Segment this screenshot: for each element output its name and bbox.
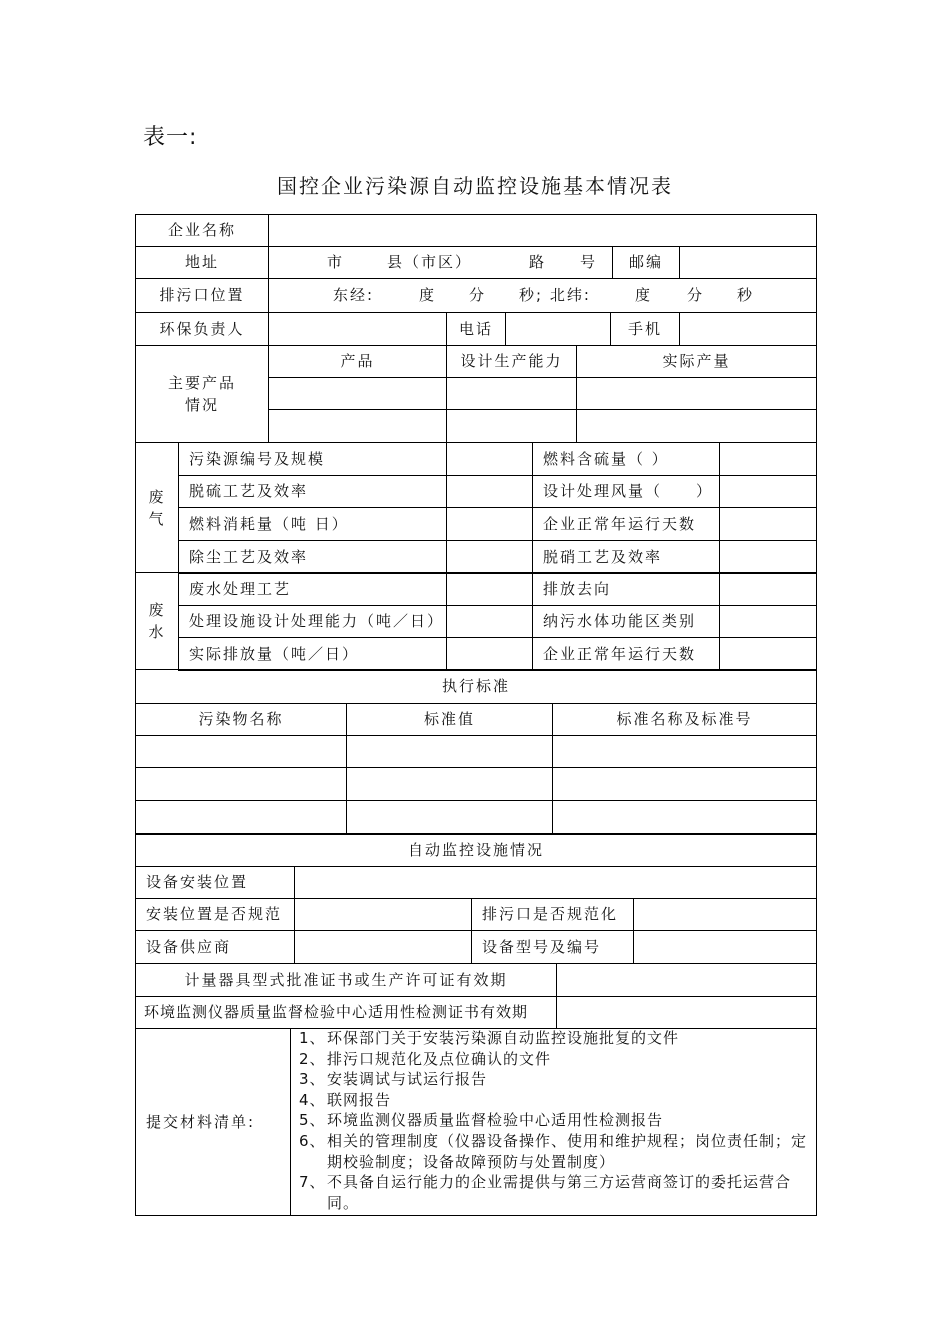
materials-list-item	[299, 1069, 811, 1090]
install-location-label: 设备安装位置	[135, 866, 295, 899]
address-city-label: 市	[327, 253, 345, 272]
pollutant-name-cell[interactable]	[135, 800, 347, 835]
standard-name-cell[interactable]	[552, 767, 817, 801]
materials-item-text: 联网报告	[327, 1090, 392, 1109]
standard-value-cell[interactable]	[346, 767, 553, 801]
pollutant-name-cell[interactable]	[135, 735, 347, 768]
waste-gas-group-label	[135, 442, 179, 573]
supplier-field[interactable]	[294, 930, 472, 964]
materials-list-item	[299, 1028, 811, 1049]
waste-gas-param-value[interactable]	[719, 442, 817, 476]
standard-name-cell[interactable]	[552, 800, 817, 835]
materials-item-text: 安装调试与试运行报告	[327, 1070, 488, 1089]
latitude-minute-label: 分	[687, 286, 705, 305]
materials-list-item	[299, 1110, 811, 1131]
phone-field[interactable]	[505, 312, 611, 346]
materials-item-text: 排污口规范化及点位确认的文件	[327, 1049, 552, 1068]
address-label: 地址	[135, 246, 269, 279]
standard-name-cell[interactable]	[552, 735, 817, 768]
materials-item-number: 2、	[299, 1049, 326, 1068]
standards-section-title: 执行标准	[135, 669, 817, 704]
waste-water-group-label	[135, 572, 179, 670]
materials-item-text: 环保部门关于安装污染源自动监控设施批复的文件	[327, 1029, 680, 1047]
waste-gas-param-value[interactable]	[719, 507, 817, 541]
materials-list-item	[299, 1049, 811, 1070]
phone-label: 电话	[446, 312, 506, 346]
install-compliant-label: 安装位置是否规范	[135, 898, 295, 931]
outlet-compliant-field[interactable]	[633, 898, 817, 931]
install-compliant-field[interactable]	[294, 898, 472, 931]
col-standard-value-header: 标准值	[346, 703, 553, 736]
model-label: 设备型号及编号	[471, 930, 634, 964]
company-name-field[interactable]	[268, 214, 817, 247]
waste-gas-param-label: 脱硫工艺及效率	[178, 475, 447, 508]
materials-list-item	[299, 1172, 811, 1213]
monitoring-section-title: 自动监控设施情况	[135, 833, 817, 867]
products-label-line1: 主要产品	[167, 374, 236, 392]
address-field[interactable]	[268, 246, 613, 279]
product-cell[interactable]	[268, 377, 447, 410]
col-standard-name-header: 标准名称及标准号	[552, 703, 817, 736]
env-manager-label: 环保负责人	[135, 312, 269, 346]
waste-water-param-label: 实际排放量（吨／日）	[178, 637, 447, 671]
latitude-degree-label: 度	[635, 286, 653, 305]
output-cell[interactable]	[576, 377, 817, 410]
col-product-header: 产品	[268, 345, 447, 378]
waste-water-param-label: 处理设施设计处理能力（吨／日）	[178, 605, 447, 638]
capacity-cell[interactable]	[446, 377, 577, 410]
capacity-cell[interactable]	[446, 409, 577, 443]
materials-item-number: 7、	[299, 1173, 326, 1192]
waste-gas-param-label: 脱硝工艺及效率	[532, 540, 720, 574]
product-cell[interactable]	[268, 409, 447, 443]
postcode-label: 邮编	[612, 246, 680, 279]
waste-gas-param-label: 除尘工艺及效率	[178, 540, 447, 574]
materials-item-number: 6、	[299, 1131, 326, 1150]
standard-value-cell[interactable]	[346, 800, 553, 835]
products-label-line2: 情况	[184, 396, 219, 414]
waste-water-param-value[interactable]	[719, 572, 817, 606]
col-output-header: 实际产量	[576, 345, 817, 378]
col-capacity-header: 设计生产能力	[446, 345, 577, 378]
env-cert-field[interactable]	[556, 996, 817, 1029]
materials-item-number: 1、	[299, 1029, 326, 1047]
postcode-field[interactable]	[679, 246, 817, 279]
materials-item-number: 5、	[299, 1111, 326, 1130]
longitude-label: 东经:	[333, 286, 375, 305]
waste-gas-param-label: 设计处理风量（ ）	[532, 475, 720, 508]
longitude-degree-label: 度	[419, 286, 437, 305]
meter-cert-field[interactable]	[556, 963, 817, 997]
env-manager-field[interactable]	[268, 312, 447, 346]
materials-item-text: 不具备自运行能力的企业需提供与第三方运营商签订的委托运营合同。	[327, 1173, 792, 1212]
address-road-label: 路	[529, 253, 547, 272]
waste-gas-param-value[interactable]	[446, 507, 533, 541]
materials-list	[299, 1028, 811, 1213]
company-name-label: 企业名称	[135, 214, 269, 247]
materials-label: 提交材料清单:	[135, 1028, 291, 1216]
waste-water-char1: 废	[148, 601, 166, 619]
install-location-field[interactable]	[294, 866, 817, 899]
meter-cert-label: 计量器具型式批准证书或生产许可证有效期	[135, 963, 557, 997]
waste-water-param-value[interactable]	[719, 637, 817, 671]
waste-gas-param-value[interactable]	[446, 475, 533, 508]
waste-water-param-label: 排放去向	[532, 572, 720, 606]
waste-gas-param-label: 燃料消耗量（吨 日）	[178, 507, 447, 541]
latitude-second-label: 秒	[737, 286, 755, 305]
page-title: 国控企业污染源自动监控设施基本情况表	[277, 174, 673, 198]
waste-water-param-label: 废水处理工艺	[178, 572, 447, 606]
pollutant-name-cell[interactable]	[135, 767, 347, 801]
latitude-label: 秒; 北纬:	[519, 286, 591, 305]
waste-gas-param-label: 企业正常年运行天数	[532, 507, 720, 541]
materials-item-text: 相关的管理制度（仪器设备操作、使用和维护规程；岗位责任制；定期校验制度；设备故障预防与处置制度）	[327, 1131, 808, 1171]
waste-water-param-value[interactable]	[446, 605, 533, 638]
materials-list-item	[299, 1131, 811, 1172]
waste-water-param-label: 企业正常年运行天数	[532, 637, 720, 671]
waste-gas-param-value[interactable]	[719, 540, 817, 574]
mobile-label: 手机	[610, 312, 680, 346]
waste-gas-param-value[interactable]	[446, 540, 533, 574]
standard-value-cell[interactable]	[346, 735, 553, 768]
outlet-location-label: 排污口位置	[135, 278, 269, 313]
col-pollutant-header: 污染物名称	[135, 703, 347, 736]
model-field[interactable]	[633, 930, 817, 964]
materials-item-number: 4、	[299, 1090, 326, 1109]
waste-gas-char2: 气	[148, 509, 166, 528]
waste-water-param-value[interactable]	[446, 572, 533, 606]
waste-gas-param-label: 污染源编号及规模	[178, 442, 447, 476]
waste-water-param-label: 纳污水体功能区类别	[532, 605, 720, 638]
longitude-minute-label: 分	[469, 286, 487, 305]
waste-gas-param-label: 燃料含硫量（ ）	[532, 442, 720, 476]
materials-item-number: 3、	[299, 1070, 326, 1089]
supplier-label: 设备供应商	[135, 930, 295, 964]
waste-water-param-value[interactable]	[719, 605, 817, 638]
waste-gas-char1: 废	[148, 487, 166, 506]
mobile-field[interactable]	[679, 312, 817, 346]
output-cell[interactable]	[576, 409, 817, 443]
outlet-location-field[interactable]	[268, 278, 817, 313]
materials-list-item	[299, 1090, 811, 1111]
waste-water-char2: 水	[148, 623, 166, 641]
waste-water-param-value[interactable]	[446, 637, 533, 671]
waste-gas-param-value[interactable]	[446, 442, 533, 476]
table-label: 表一:	[143, 125, 198, 150]
env-cert-label: 环境监测仪器质量监督检验中心适用性检测证书有效期	[135, 996, 557, 1029]
waste-gas-param-value[interactable]	[719, 475, 817, 508]
outlet-compliant-label: 排污口是否规范化	[471, 898, 634, 931]
materials-item-text: 环境监测仪器质量监督检验中心适用性检测报告	[327, 1111, 664, 1130]
address-county-label: 县（市区）	[387, 253, 473, 272]
products-label	[135, 345, 269, 443]
address-number-label: 号	[580, 253, 598, 272]
